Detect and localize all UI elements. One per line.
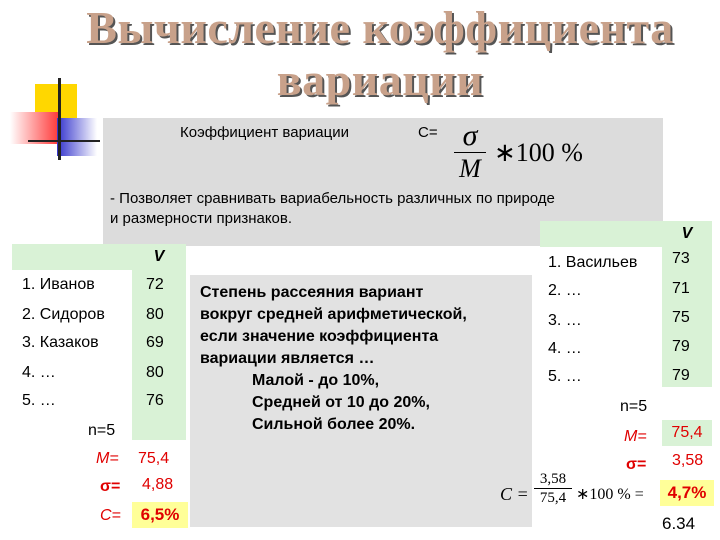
left-table-header-blank (12, 244, 132, 270)
right-row-3-value: 75 (672, 309, 690, 326)
right-row-4-name: 4. … (548, 340, 582, 357)
right-row-5-name: 5. … (548, 368, 582, 385)
right-table-header-blank (540, 221, 662, 247)
definition-formula-rest: ∗100 % (494, 138, 583, 167)
formula-sigma: σ (462, 119, 478, 152)
right-c-value: 4,7% (660, 480, 714, 506)
left-c-value: 6,5% (132, 502, 188, 528)
right-sigma-value: 3,58 (672, 452, 704, 469)
definition-description-1: - Позволяет сравнивать вариабельность различных по природе (110, 190, 555, 207)
left-row-5-value: 76 (146, 392, 164, 409)
right-calc-den: 75,4 (539, 490, 567, 506)
right-row-2-value: 71 (672, 280, 690, 297)
left-row-3-value: 69 (146, 334, 164, 351)
left-row-2-value: 80 (146, 306, 164, 323)
right-row-3-name: 3. … (548, 312, 582, 329)
right-n: n=5 (620, 398, 648, 415)
interpretation-text: Степень рассеяния вариант вокруг средней арифметической, если значение коэффициента вариации является … Малой - до 10%, Средней от 10 до 20%, Сильной более 20%. (200, 284, 467, 433)
left-c-label: C= (100, 507, 121, 524)
right-row-2-name: 2. … (548, 282, 582, 299)
left-row-5-name: 5. … (22, 392, 56, 409)
left-row-3-name: 3. Казаков (22, 334, 99, 351)
left-row-1-value: 72 (146, 276, 164, 293)
slide-number: 6.34 (662, 514, 696, 533)
formula-m: M (459, 154, 481, 183)
right-m-value: 75,4 (662, 420, 712, 446)
left-row-1-name: 1. Иванов (22, 276, 95, 293)
definition-description-2: и размерности признаков. (110, 210, 293, 227)
right-row-1-name: 1. Васильев (548, 254, 638, 271)
right-row-4-value: 79 (672, 338, 690, 355)
definition-label: Коэффициент вариации (180, 124, 349, 141)
decor-horizontal-line (28, 140, 100, 142)
definition-c-eq: С= (418, 124, 438, 141)
left-row-4-name: 4. … (22, 364, 56, 381)
right-m-label: M= (624, 428, 647, 445)
left-n: n=5 (88, 422, 116, 439)
left-sigma-label: σ= (100, 478, 121, 495)
left-table-header: V (132, 244, 186, 270)
left-sigma-value: 4,88 (142, 476, 174, 493)
slide-title: Вычисление коэффициента вариации (86, 2, 674, 105)
right-calc-rest: ∗100 % = (576, 486, 644, 503)
definition-formula (454, 120, 486, 185)
right-row-1-value: 73 (672, 250, 690, 267)
right-c-prefix: C = (500, 484, 529, 504)
left-m-label: M= (96, 450, 119, 467)
decor-blue-square (57, 118, 97, 156)
left-table-value-column (132, 270, 186, 440)
right-sigma-label: σ= (626, 456, 647, 473)
right-calc-fraction (534, 470, 572, 507)
right-table-header: V (662, 221, 712, 247)
left-m-value: 75,4 (138, 450, 170, 467)
right-row-5-value: 79 (672, 367, 690, 384)
left-row-4-value: 80 (146, 364, 164, 381)
right-calc-num: 3,58 (539, 471, 567, 487)
left-row-2-name: 2. Сидоров (22, 306, 105, 323)
